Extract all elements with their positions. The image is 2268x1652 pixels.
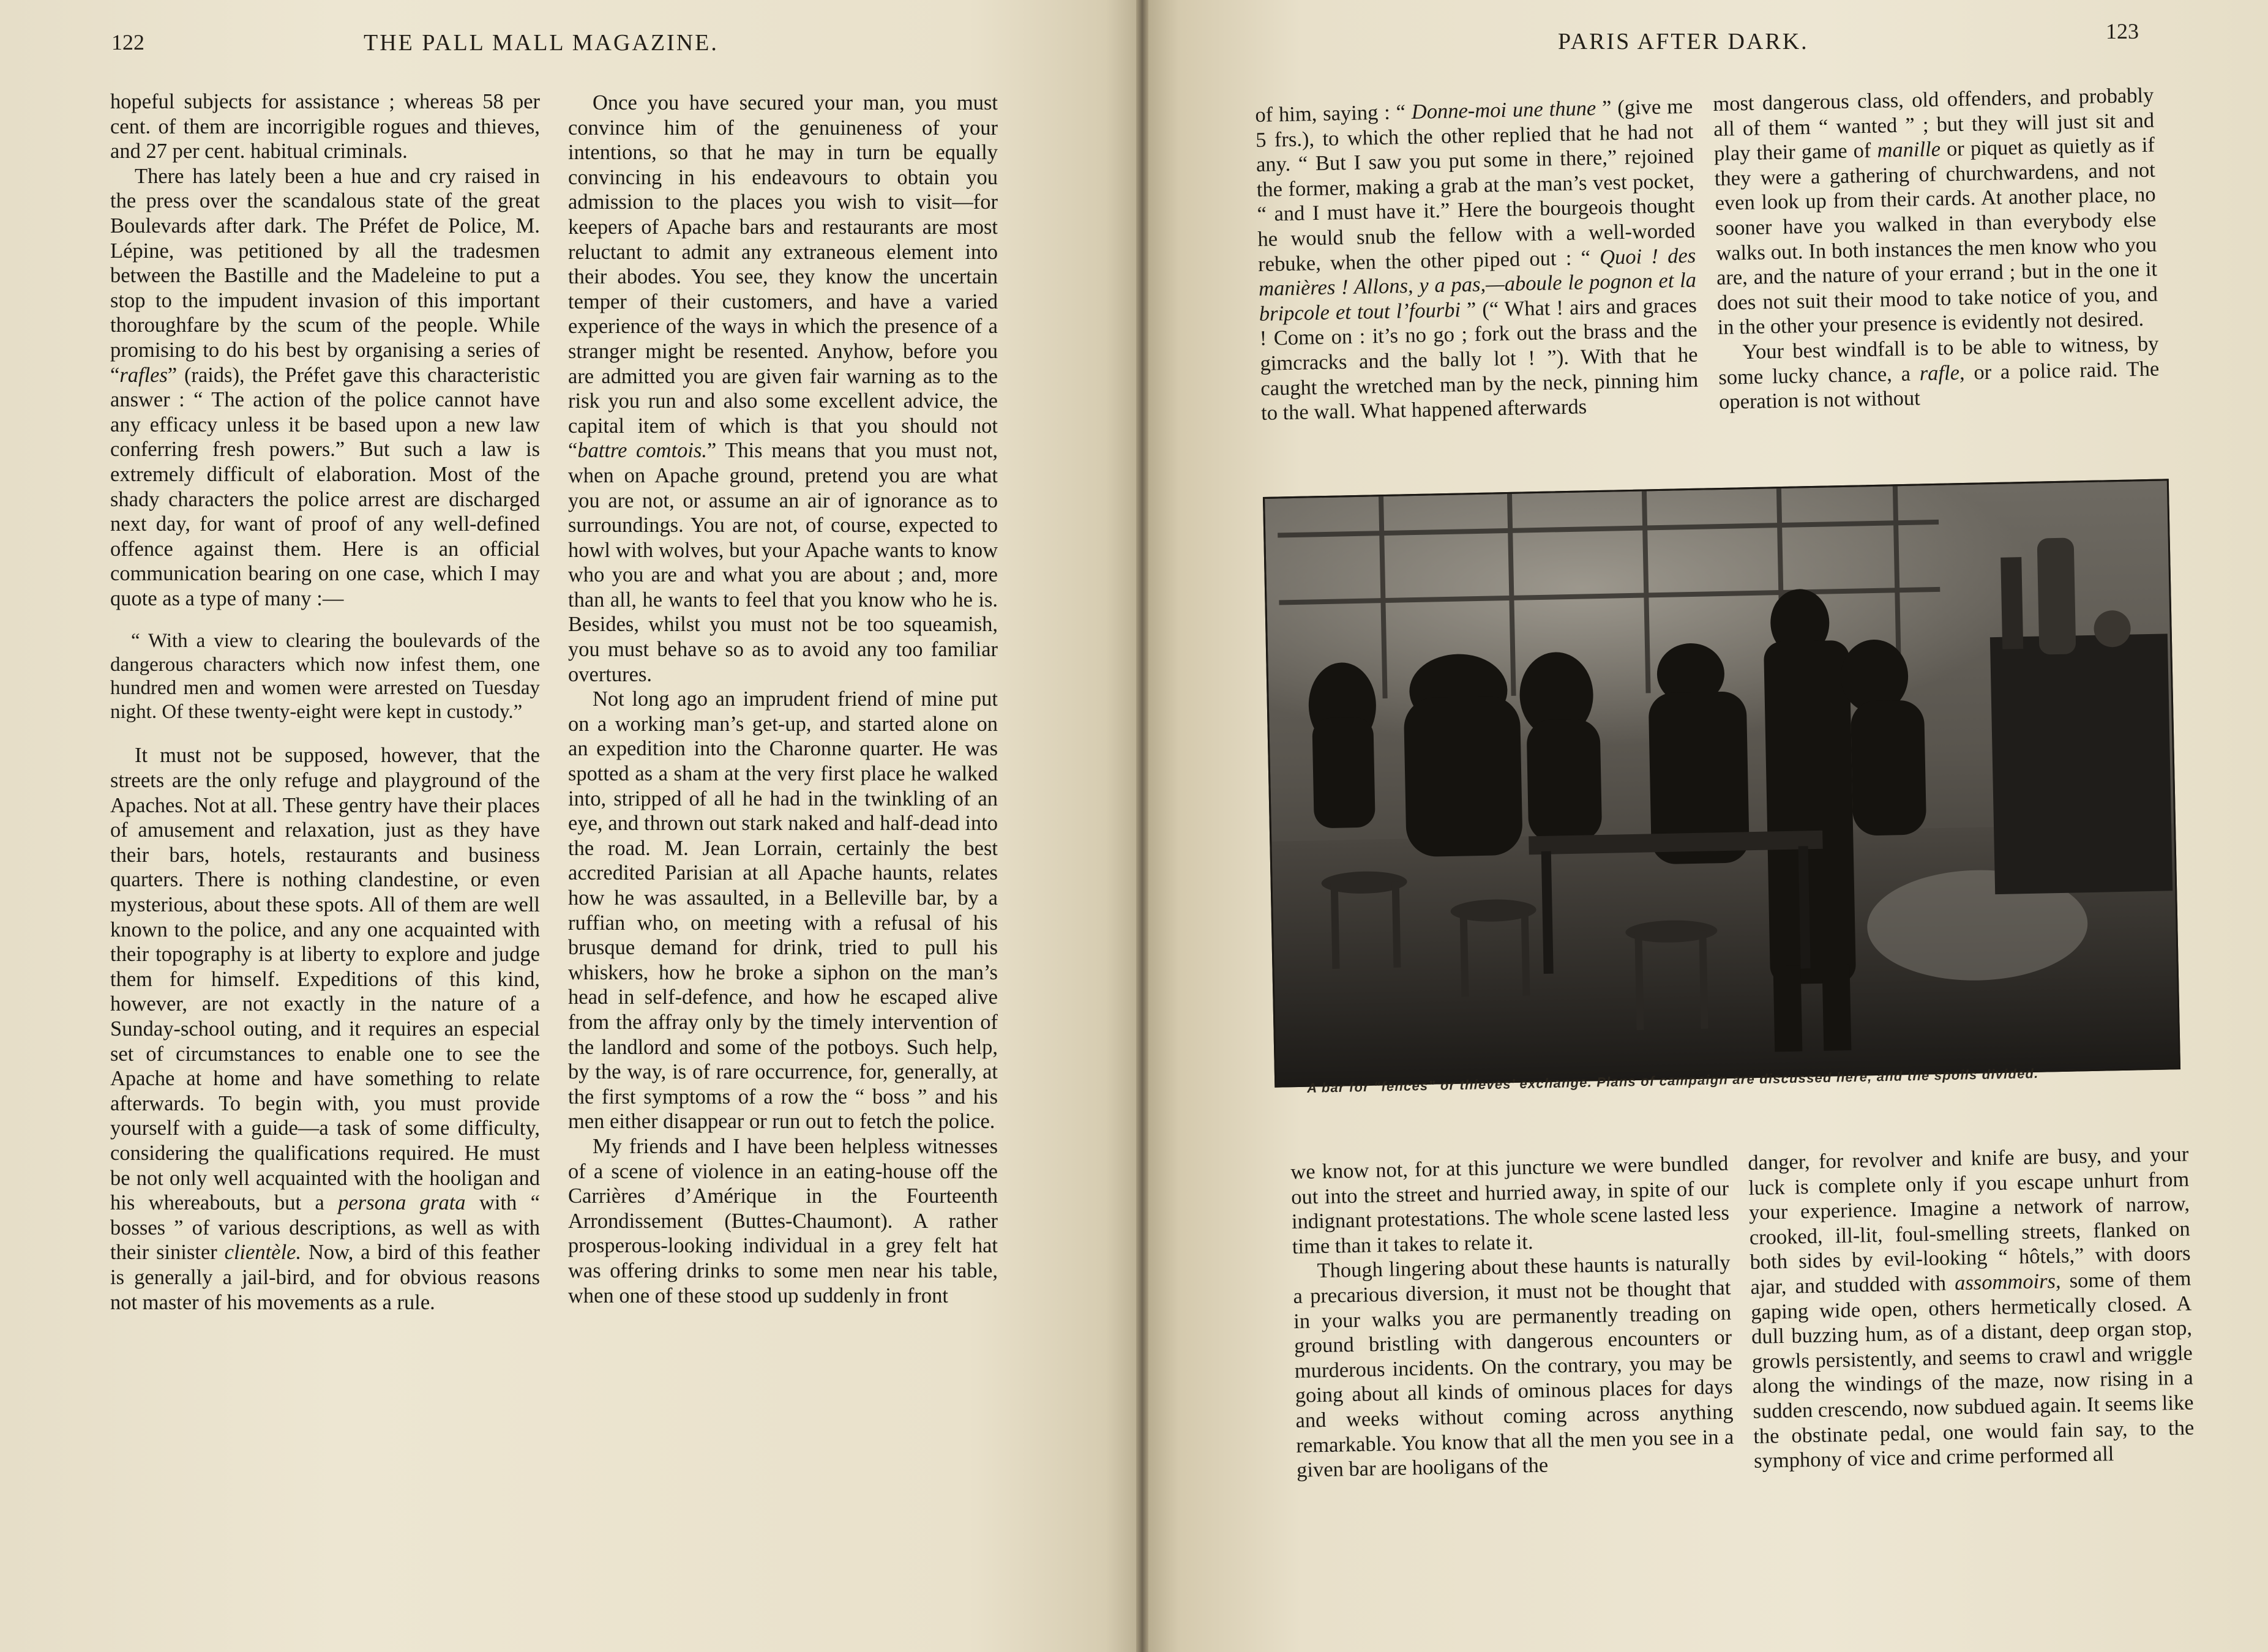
paragraph: Though lingering about these haunts is naturally a precarious diversion, it must not be thought that in your walks you are permanently treading on ground bristling with dangerous encounters or murderous incidents. On the contrary, you may be going about all kinds of ominous places for days and weeks without coming across anything remarkable. You know that all the men you see in a given bar are hooligans of the	[1293, 1250, 1734, 1482]
paragraph: Your best windfall is to be able to witness, by some lucky chance, a rafle, or a police raid. The operation is not without	[1718, 332, 2160, 414]
paragraph: danger, for revolver and knife are busy, and your luck is complete only if you escape unhurt from your experience. Imagine a network of narrow, crooked, ill-lit, foul-smelling streets, flanked on both sides by evil-looking “ hôtels,” with doors ajar, and studded with assommoirs, some of them gaping wide open, others hermetically closed. A dull buzzing hum, as of a distant, deep organ stop, growls persistently, and seems to crawl and wriggle along the windings of the maze, now rising in a sudden crescendo, now subdued again. It seems like the obstinate pedal, one would fain say, to the symphony of vice and crime performed all	[1748, 1142, 2195, 1473]
paragraph: we know not, for at this juncture we were bundled out into the street and hurried away, in spite of our indignant protestations. The whole scene lasted less time than it takes to relate it.	[1290, 1151, 1730, 1258]
paragraph: hopeful subjects for assistance ; whereas 58 per cent. of them are incorrigible rogues and thieves, and 27 per cent. habitual criminals.	[110, 90, 540, 163]
right-column-1-top	[1255, 94, 1699, 426]
paragraph: of him, saying : “ Donne-moi une thune ” (give me 5 frs.), to which the other replied that he had not any. “ But I saw you put some in there,” rejoined the former, making a grab at the man’s vest pocket, “ and I must have it.” Here the bourgeois thought he would snub the fellow with a well-worded rebuke, when the other piped out : “ Quoi ! des manières ! Allons, y a pas,—aboule le pognon et la bripcole et tout l’fourbi ” (“ What ! airs and graces ! Come on : it’s no go ; fork out the brass and the gimcracks and the bally lot ! ”). With that he caught the wretched man by the neck, pinning him to the wall. What happened afterwards	[1255, 94, 1699, 425]
paragraph: most dangerous class, old offenders, and probably all of them “ wanted ” ; but they will just sit and play their game of manille or piquet as quietly as if they were a gathering of churchwardens, and not even look up from their cards. At another place, no sooner have you walked in than everybody else walks out. In both instances the men know who you are, and the nature of your errand ; but in the one it does not suit their mood to take notice of you, and in the other your presence is evidently not desired.	[1713, 83, 2158, 340]
left-page-number: 122	[111, 30, 144, 54]
paragraph: Once you have secured your man, you must convince him of the genuineness of your intentions, so that he may in turn be equally convincing in his endeavours to obtain you admission to the places you wish to visit—for keepers of Apache bars and restaurants are most reluctant to admit any extraneous element into their abodes. You see, they know the uncertain temper of their customers, and have a varied experience of the ways in which the presence of a stranger might be resented. Anyhow, before you are admitted you are given fair warning as to the risk you run and also some excellent advice, the capital item of which is that you should not “battre comtois.” This means that you must not, when on Apache ground, pretend you are what you are not, or assume an air of ignorance as to surroundings. You are not, of course, expected to howl with wolves, but your Apache wants to know who you are and what you are about ; and, more than all, he wants to feel that you know who he is. Besides, whilst you must not be too squeamish, you must behave so as to avoid any too familiar overtures.	[568, 91, 998, 686]
illustration-drawing	[1265, 480, 2180, 1086]
right-column-2-top	[1713, 83, 2160, 415]
paragraph: There has lately been a hue and cry raised in the press over the scandalous state of the great Boulevards after dark. The Préfet de Police, M. Lépine, was petitioned by all the tradesmen between the Bastille and the Madeleine to put a stop to the impudent invasion of this important thoroughfare by the scum of the people. While promising to do his best by organising a series of “rafles” (raids), the Préfet gave this characteristic answer : “ The action of the police cannot have any efficacy unless it be based upon a new law conferring fresh powers.” But such a law is extremely difficult of elaboration. Most of the shady characters the police arrest are discharged next day, for want of proof of any well-defined offence against them. Here is an official communication bearing on one case, which I may quote as a type of many :—	[110, 164, 540, 610]
right-column-2-bottom	[1748, 1142, 2195, 1474]
right-column-1-bottom	[1290, 1151, 1734, 1483]
bar-illustration	[1263, 479, 2180, 1088]
paragraph: Not long ago an imprudent friend of mine put on a working man’s get-up, and started alone on an expedition into the Charonne quarter. He was spotted as a sham at the very first place he walked into, stripped of all he had in the twinkling of an eye, and thrown out stark naked and half-dead into the road. M. Jean Lorrain, certainly the best accredited Parisian at all Apache haunts, relates how he was assaulted, in a Belleville bar, by a ruffian who, on meeting with a refusal of his brusque demand for drink, tried to pull his whiskers, how he broke a siphon on the man’s head in self-defence, and how he escaped alive from the affray only by the timely intervention of the landlord and some of the potboys. Such help, by the way, is of rare occurrence, for, generally, at the first symptoms of a row the “ boss ” and his men either disappear or run out to fetch the police.	[568, 687, 998, 1134]
left-column-1	[110, 89, 540, 1315]
left-running-head: THE PALL MALL MAGAZINE.	[364, 30, 719, 56]
book-gutter	[1136, 0, 1148, 1652]
right-page-number: 123	[2106, 19, 2139, 43]
right-running-head: PARIS AFTER DARK.	[1558, 29, 1809, 54]
paragraph: It must not be supposed, however, that the streets are the only refuge and playground of the Apaches. Not at all. These gentry have their places of amusement and relaxation, just as they have their bars, hotels, restaurants and business quarters. There is nothing clandestine, or even mysterious, about these spots. All of them are well known to the police, and any one acquainted with their topography is at liberty to explore and judge them for himself. Expeditions of this kind, however, are not exactly in the nature of a Sunday-school outing, and it requires an especial set of circumstances to enable one to see the Apache at home and have something to relate afterwards. To begin with, you must provide yourself with a guide—a task of some difficulty, considering the qualifications required. He must be not only well acquainted with the hooligan and his whereabouts, but a persona grata with “ bosses ” of various descriptions, as well as with their sinister clientèle. Now, a bird of this feather is generally a jail-bird, and for obvious reasons not master of his movements as a rule.	[110, 744, 540, 1314]
illustration-caption: A bar for “fences” or thieves’ exchange. Plans of campaign are discussed here, and the spoils divided.	[1307, 1066, 2039, 1096]
official-quote: “ With a view to clearing the boulevards of the dangerous characters which now infest them, one hundred men and women were arrested on Tuesday night. Of these twenty-eight were kept in custody.”	[110, 630, 540, 723]
left-column-2	[568, 91, 998, 1308]
paragraph: My friends and I have been helpless witnesses of a scene of violence in an eating-house off the Carrières d’Amérique in the Fourteenth Arrondissement (Buttes-Chaumont). A rather prosperous-looking individual in a grey felt hat was offering drinks to some men near his table, when one of these stood up suddenly in front	[568, 1134, 998, 1307]
